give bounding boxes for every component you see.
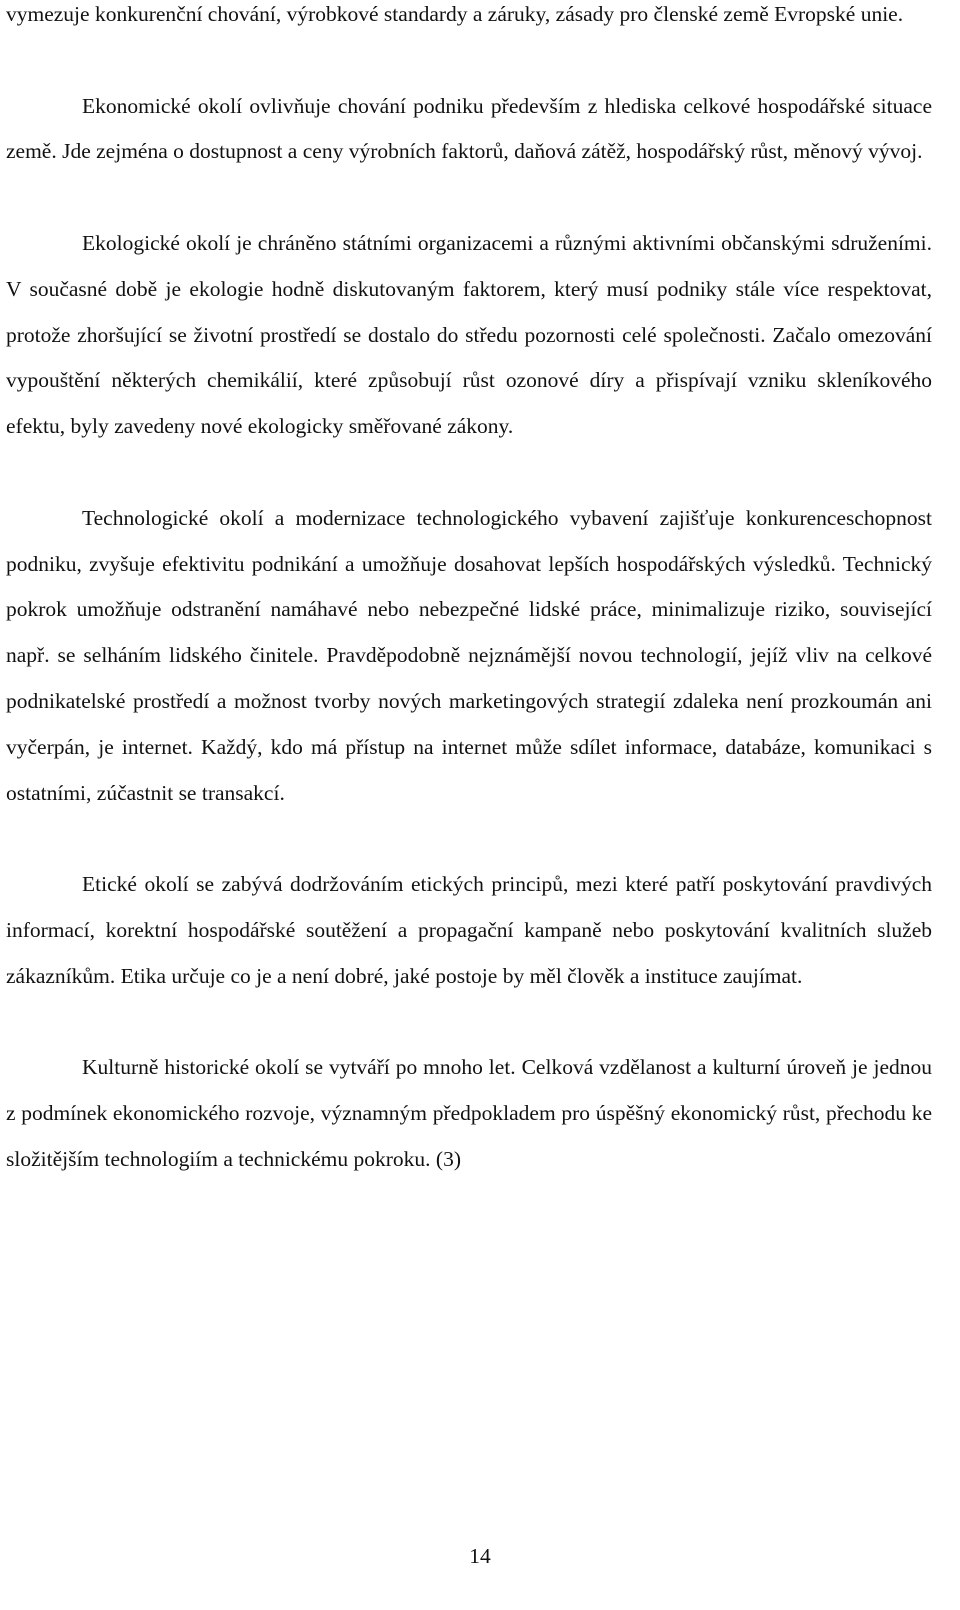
page-number: 14 [469, 1544, 491, 1568]
paragraph-ethical-environment: Etické okolí se zabývá dodržováním etických principů, mezi které patří poskytování pravdivých informací, korektní hospodářské soutěžení a propagační kampaně nebo poskytování kvalitních služeb zákazníkům. Etika určuje co je a není dobré, jaké postoje by měl člověk a instituce zaujímat. [6, 872, 932, 988]
paragraph-economic-environment: Ekonomické okolí ovlivňuje chování podniku především z hlediska celkové hospodářské situace země. Jde zejména o dostupnost a ceny výrobních faktorů, daňová zátěž, hospodářský růst, měnový vývoj. [6, 93, 932, 164]
paragraph-technological-environment: Technologické okolí a modernizace technologického vybavení zajišťuje konkurenceschopnost podniku, zvyšuje efektivitu podnikání a umožňuje dosahovat lepších hospodářských výsledků. Technický pokrok umožňuje odstranění namáhavé nebo nebezpečné lidské práce, minimalizuje riziko, související např. se selháním lidského činitele. Pravděpodobně nejznámější novou technologií, jejíž vliv na celkové podnikatelské prostředí a možnost tvorby nových marketingových strategií zdaleka není prozkoumán ani vyčerpán, je internet. Každý, kdo má přístup na internet může sdílet informace, databáze, komunikaci s ostatními, zúčastnit se transakcí. [6, 505, 932, 805]
paragraph-ecological-environment: Ekologické okolí je chráněno státními organizacemi a různými aktivními občanskými sdruženími. V současné době je ekologie hodně diskutovaným faktorem, který musí podniky stále více respektovat, protože zhoršující se životní prostředí se dostalo do středu pozornosti celé společnosti. Začalo omezování vypouštění některých chemikálií, které způsobují růst ozonové díry a přispívají vzniku skleníkového efektu, byly zavedeny nové ekologicky směřované zákony. [6, 230, 932, 439]
paragraph-continuation: vymezuje konkurenční chování, výrobkové standardy a záruky, zásady pro členské země Evropské unie. [6, 2, 904, 26]
document-page [6, 0, 932, 1183]
paragraph-cultural-historical-environment: Kulturně historické okolí se vytváří po mnoho let. Celková vzdělanost a kulturní úroveň je jednou z podmínek ekonomického rozvoje, významným předpokladem pro úspěšný ekonomický růst, přechodu ke složitějším technologiím a technickému pokroku. (3) [6, 1055, 932, 1171]
